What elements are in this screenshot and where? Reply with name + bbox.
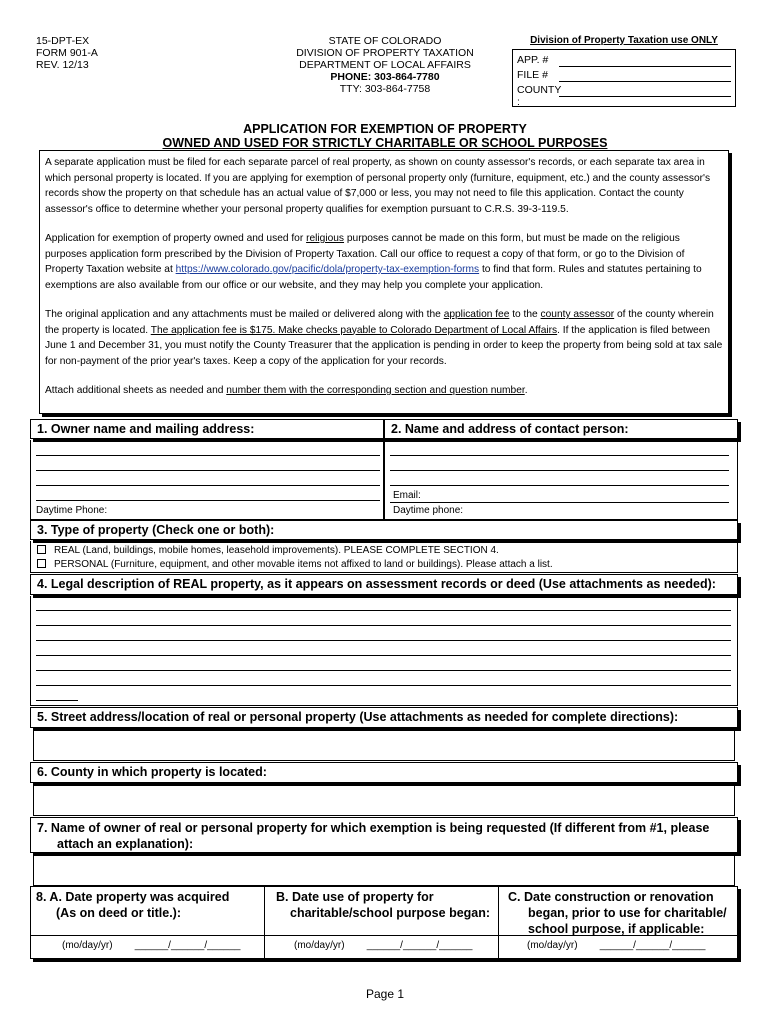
date-construction-field[interactable]: (mo/day/yr) ______/______/______: [527, 940, 706, 951]
office-use-title: Division of Property Taxation use ONLY: [530, 35, 718, 46]
owner-name-field[interactable]: [33, 854, 735, 886]
department-name: DEPARTMENT OF LOCAL AFFAIRS: [299, 59, 471, 71]
form-title: [0, 122, 770, 150]
owner-phone-label: Daytime Phone:: [36, 505, 108, 516]
legal-description-field[interactable]: [30, 596, 738, 706]
agency-block: [270, 35, 500, 95]
personal-property-option[interactable]: [37, 558, 737, 572]
county-field[interactable]: [33, 784, 735, 816]
county-label: COUNTY: [517, 84, 562, 96]
real-property-option[interactable]: [37, 544, 737, 558]
section-7-heading-line-2: attach an explanation):: [57, 837, 194, 851]
section-3-heading: 3. Type of property (Check one or both):: [30, 520, 738, 540]
date-acquired-field[interactable]: (mo/day/yr) ______/______/______: [62, 940, 241, 951]
contact-email-label: Email:: [393, 490, 421, 501]
form-id-block: [36, 35, 98, 71]
personal-property-label: PERSONAL (Furniture, equipment, and other movable items not affixed to land or buildings). Please attach a list.: [54, 559, 553, 570]
section-7-heading: [30, 817, 738, 853]
contact-address-field[interactable]: [384, 440, 738, 520]
section-8b-heading: B. Date use of property for charitable/school purpose began:: [276, 890, 491, 920]
section-1-heading: 1. Owner name and mailing address:: [30, 419, 384, 439]
file-number-label: FILE #: [517, 69, 548, 81]
instruction-paragraph-4: Attach additional sheets as needed and number them with the corresponding section and question number.: [45, 385, 528, 396]
date-use-began-field[interactable]: (mo/day/yr) ______/______/______: [294, 940, 473, 951]
section-8a-heading: 8. A. Date property was acquired (As on deed or title.):: [36, 890, 230, 920]
office-use-box: [512, 49, 736, 107]
title-line-1: APPLICATION FOR EXEMPTION OF PROPERTY: [243, 122, 527, 136]
instructions-box: [39, 150, 729, 414]
instruction-paragraph-1: A separate application must be filed for each separate parcel of real property, as shown on county assessor's records, or each separate tax area in which personal property is located. If you are applying for exemption of personal property only (furniture, equipment, etc.) and the county assessor's records show the property on that schedule has an actual value of $7,000 or less, you may not need to file this application. Contact the county assessor's office to determine whether your personal property qualifies for exemption pursuant to C.R.S. 39-3-119.5.: [45, 157, 711, 215]
section-6-heading: 6. County in which property is located:: [30, 762, 738, 783]
personal-property-checkbox[interactable]: [37, 559, 46, 568]
instruction-paragraph-3: The original application and any attachments must be mailed or delivered along with the application fee to the county assessor of the county wherein the property is located. The application fee is $175. Make checks payable to Colorado Department of Local Affairs. If the application is filed between June 1 and December 31, you must notify the County Treasurer that the application is pending in order to keep the property from being sold at tax sale for non-payment of the prior year's taxes. Keep a copy of the application for your records.: [45, 309, 723, 367]
county-colon: :: [517, 96, 520, 108]
real-property-checkbox[interactable]: [37, 545, 46, 554]
tty-number: TTY: 303-864-7758: [339, 83, 431, 95]
form-number: FORM 901-A: [36, 47, 98, 59]
section-2-heading: 2. Name and address of contact person:: [384, 419, 738, 439]
contact-phone-label: Daytime phone:: [393, 505, 464, 516]
page-number: Page 1: [365, 987, 405, 1001]
division-name: DIVISION OF PROPERTY TAXATION: [296, 47, 474, 59]
section-8c-heading: C. Date construction or renovation began, prior to use for charitable/ school purpose, if applicable:: [508, 890, 727, 936]
form-revision: REV. 12/13: [36, 59, 89, 71]
title-line-2: OWNED AND USED FOR STRICTLY CHARITABLE OR SCHOOL PURPOSES: [162, 136, 608, 150]
app-number-label: APP. #: [517, 54, 549, 66]
forms-website-link[interactable]: https://www.colorado.gov/pacific/dola/property-tax-exemption-forms: [175, 264, 480, 275]
instruction-paragraph-2: Application for exemption of property owned and used for religious purposes cannot be made on this form, but must be made on the religious purposes application form prescribed by the Division of Property Taxation. Call our office to request a copy of that form, or go to the Division of Property Taxation website at https://www.colorado.gov/pacific/dola/property-tax-exemption-forms to find that form. Rules and statutes pertaining to exemptions are also available from our office or our website, and they may help you complete your application.: [45, 233, 702, 291]
real-property-label: REAL (Land, buildings, mobile homes, leasehold improvements). PLEASE COMPLETE SECTION 4.: [54, 545, 499, 556]
owner-address-field[interactable]: [30, 440, 384, 520]
property-type-options: [30, 541, 738, 573]
section-7-heading-line-1: 7. Name of owner of real or personal property for which exemption is being requested (If different from #1, please: [37, 821, 710, 835]
form-code: 15-DPT-EX: [36, 35, 90, 47]
state-name: STATE OF COLORADO: [328, 35, 442, 47]
property-address-field[interactable]: [33, 729, 735, 761]
phone-number: PHONE: 303-864-7780: [330, 71, 440, 83]
section-4-heading: 4. Legal description of REAL property, as it appears on assessment records or deed (Use attachments as needed):: [30, 574, 738, 595]
office-use-block: [512, 35, 736, 107]
section-5-heading: 5. Street address/location of real or personal property (Use attachments as needed for complete directions):: [30, 707, 738, 728]
